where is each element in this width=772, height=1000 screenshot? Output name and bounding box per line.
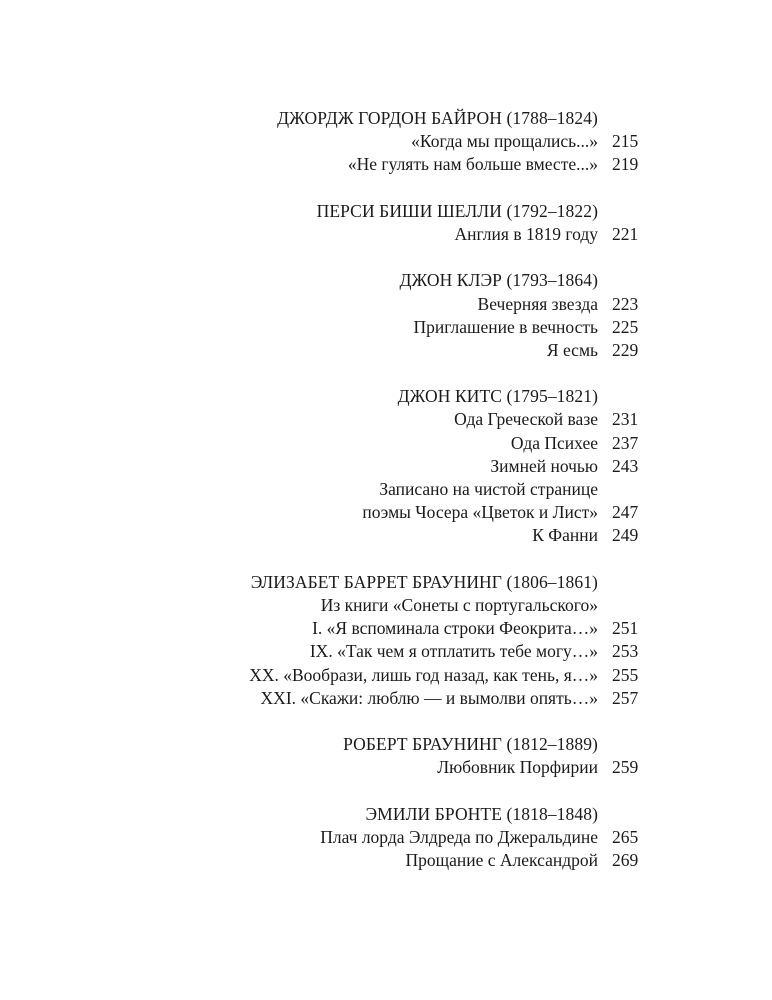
toc-entry[interactable] bbox=[0, 408, 772, 431]
entry-page-number: 259 bbox=[612, 757, 639, 778]
toc-entry[interactable] bbox=[0, 664, 772, 687]
entry-page-number: 219 bbox=[612, 154, 639, 175]
entry-page-number: 251 bbox=[612, 618, 639, 639]
entry-page-number: 231 bbox=[612, 409, 639, 430]
toc-entry[interactable] bbox=[0, 153, 772, 176]
toc-entry[interactable] bbox=[0, 826, 772, 849]
author-heading bbox=[0, 733, 772, 756]
entry-title: Любовник Порфирии bbox=[437, 757, 598, 778]
toc-entry[interactable] bbox=[0, 455, 772, 478]
entry-page-number: 249 bbox=[612, 525, 639, 546]
entry-page-number: 221 bbox=[612, 223, 639, 244]
toc-entry[interactable] bbox=[0, 293, 772, 316]
author-heading bbox=[0, 269, 772, 292]
toc-entry[interactable] bbox=[0, 687, 772, 710]
toc-entry[interactable] bbox=[0, 617, 772, 640]
entry-page-number: 229 bbox=[612, 339, 639, 360]
author-heading bbox=[0, 200, 772, 223]
entry-page-number: 265 bbox=[612, 826, 639, 847]
entry-title: К Фанни bbox=[532, 525, 598, 546]
toc-entry[interactable] bbox=[0, 501, 772, 524]
author-name: ДЖОН КЛЭР (1793–1864) bbox=[399, 270, 598, 291]
toc-section-keats bbox=[0, 385, 772, 547]
entry-title: Ода Психее bbox=[510, 432, 598, 453]
author-heading bbox=[0, 107, 772, 130]
toc-section-byron bbox=[0, 107, 772, 177]
author-name: РОБЕРТ БРАУНИНГ (1812–1889) bbox=[343, 734, 598, 755]
toc-entry[interactable] bbox=[0, 130, 772, 153]
toc-entry[interactable] bbox=[0, 640, 772, 663]
entry-page-number: 269 bbox=[612, 850, 639, 870]
entry-page-number: 255 bbox=[612, 664, 639, 685]
toc-entry[interactable] bbox=[0, 316, 772, 339]
entry-page-number: 257 bbox=[612, 687, 639, 708]
entry-title: XX. «Вообрази, лишь год назад, как тень, я…» bbox=[249, 664, 598, 685]
entry-title: «Не гулять нам больше вместе...» bbox=[347, 154, 598, 175]
entry-page-number: 237 bbox=[612, 432, 639, 453]
author-name: ЭЛИЗАБЕТ БАРРЕТ БРАУНИНГ (1806–1861) bbox=[250, 571, 598, 592]
entry-page-number: 247 bbox=[612, 502, 639, 523]
toc-subheading bbox=[0, 594, 772, 617]
entry-title: Зимней ночью bbox=[490, 455, 598, 476]
entry-title: поэмы Чосера «Цветок и Лист» bbox=[362, 502, 598, 523]
toc-entry[interactable] bbox=[0, 432, 772, 455]
entry-page-number: 225 bbox=[612, 316, 639, 337]
toc-entry[interactable] bbox=[0, 524, 772, 547]
entry-title: Из книги «Сонеты с португальского» bbox=[320, 594, 598, 615]
toc-entry[interactable] bbox=[0, 849, 772, 872]
toc-entry[interactable] bbox=[0, 223, 772, 246]
entry-title: Записано на чистой странице bbox=[379, 479, 598, 499]
entry-page-number: 215 bbox=[612, 131, 639, 152]
toc-section-barrett-browning bbox=[0, 571, 772, 710]
entry-title: Прощание с Александрой bbox=[405, 850, 598, 870]
entry-title: Вечерняя звезда bbox=[477, 293, 598, 314]
entry-page-number: 223 bbox=[612, 293, 639, 314]
author-name: ДЖОН КИТС (1795–1821) bbox=[397, 386, 598, 407]
entry-title: Англия в 1819 году bbox=[454, 223, 598, 244]
toc-entry-continuation[interactable] bbox=[0, 478, 772, 501]
entry-title: Приглашение в вечность bbox=[413, 316, 598, 337]
entry-page-number: 243 bbox=[612, 455, 639, 476]
entry-title: Плач лорда Элдреда по Джеральдине bbox=[320, 826, 598, 847]
entry-title: Ода Греческой вазе bbox=[454, 409, 598, 430]
table-of-contents bbox=[0, 107, 772, 895]
entry-page-number: 253 bbox=[612, 641, 639, 662]
entry-title: IX. «Так чем я отплатить тебе могу…» bbox=[309, 641, 598, 662]
toc-section-emily-bronte bbox=[0, 803, 772, 873]
entry-title: Я есмь bbox=[546, 339, 598, 360]
toc-entry[interactable] bbox=[0, 756, 772, 779]
toc-section-shelley bbox=[0, 200, 772, 246]
author-heading bbox=[0, 385, 772, 408]
author-name: ПЕРСИ БИШИ ШЕЛЛИ (1792–1822) bbox=[316, 200, 598, 221]
author-heading bbox=[0, 571, 772, 594]
author-name: ДЖОРДЖ ГОРДОН БАЙРОН (1788–1824) bbox=[277, 108, 598, 128]
toc-section-clare bbox=[0, 269, 772, 362]
toc-entry[interactable] bbox=[0, 339, 772, 362]
author-name: ЭМИЛИ БРОНТЕ (1818–1848) bbox=[365, 803, 598, 824]
entry-title: XXI. «Скажи: люблю — и вымолви опять…» bbox=[260, 687, 598, 708]
entry-title: «Когда мы прощались...» bbox=[411, 131, 598, 152]
toc-section-robert-browning bbox=[0, 733, 772, 779]
author-heading bbox=[0, 803, 772, 826]
entry-title: I. «Я вспоминала строки Феокрита…» bbox=[312, 618, 598, 639]
